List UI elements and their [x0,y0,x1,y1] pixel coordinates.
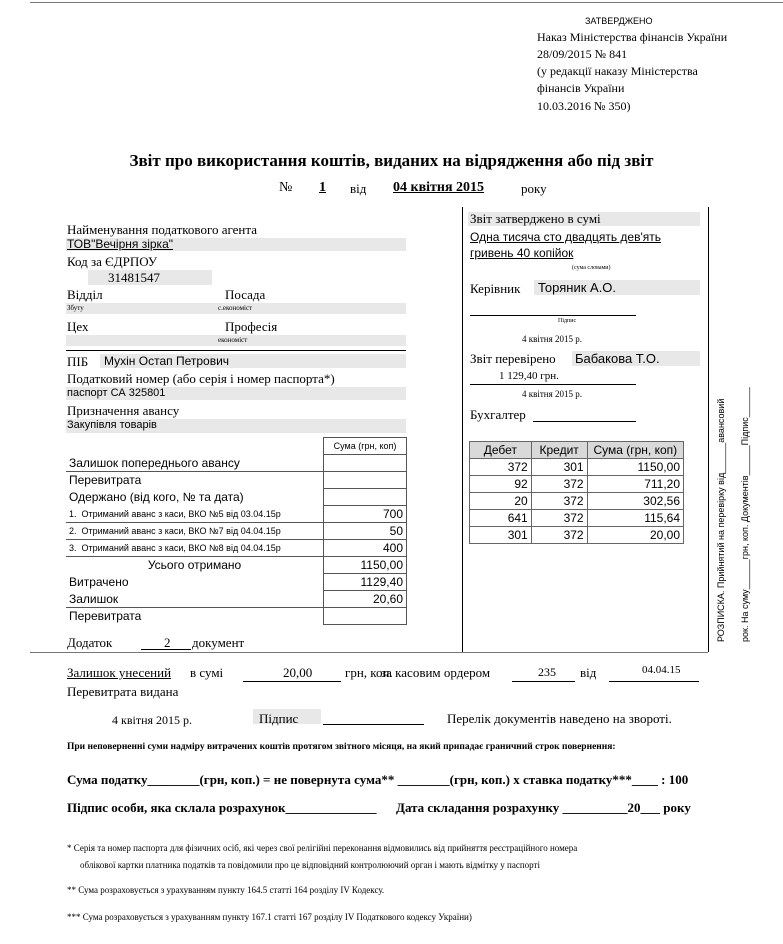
sum-cell[interactable]: 20,00 [587,527,683,544]
tax-signature: Підпис особи, яка склала розрахунок______________ [67,800,377,815]
item-text: Отриманий аванс з каси, ВКО №5 від 03.04.15р [81,508,281,519]
advance-calc-table [66,437,407,625]
received-item-2 [66,523,324,540]
tax-number-label: Податковий номер (або серія і номер паспорта*) [67,371,335,386]
sum-cell[interactable]: 115,64 [587,510,683,527]
report-number: 1 [319,180,326,195]
debit-cell[interactable]: 372 [470,459,532,476]
receipt-part3: Підпис [740,417,750,446]
overspend-label: Перевитрата [69,473,142,488]
approved-words2: гривень 40 копійок [470,246,574,260]
deposit-order-label: за касовим ордером [381,665,491,680]
tax-formula: Сума податку________(грн, коп.) = не повернута сума** ________(грн, коп.) х ставка податку***____ : 100 [67,772,689,787]
sign-line [323,724,424,725]
table-row [470,476,684,493]
receipt-text-2: рок. На суму______грн, коп. Документів______Підпис______ [740,387,750,642]
deposit-date-line [609,681,699,682]
approval-title: ЗАТВЕРДЖЕНО [585,16,653,26]
approval-line4: фінансів України [537,81,625,95]
doc-list-note: Перелік документів наведено на звороті. [447,711,672,726]
checked-label: Звіт перевірено [470,351,556,366]
table-row [470,510,684,527]
shop-label: Цех [67,319,89,334]
received-value[interactable] [324,489,407,506]
right-block-left-border [462,207,463,652]
table-row [470,527,684,544]
prev-balance-label: Залишок попереднього авансу [66,455,324,472]
position-label: Посада [225,287,266,302]
spent-label: Витрачено [69,575,129,589]
head-name: Торяник А.О. [538,280,617,295]
footnote-1b: облікової картки платника податків та повідомили про це відповідний контролюючий орган і мають відмітку у паспорті [80,860,540,870]
accounts-header-credit: Кредит [531,442,587,459]
approval-line5: 10.03.2016 № 350) [537,99,631,113]
sum-cell[interactable]: 302,56 [587,493,683,510]
deposit-sum[interactable]: 20,00 [283,665,313,680]
purpose-label: Призначення авансу [67,403,180,418]
approved-words-caption: (сума словами) [572,265,611,271]
dept-value: Збуту [67,304,84,312]
item-no: 3. [69,543,77,553]
right-block-right-border [708,207,709,652]
overspend-issued-label: Перевитрата видана [67,684,179,699]
item-text: Отриманий аванс з каси, ВКО №7 від 04.04.15р [81,526,281,536]
footnote-3: *** Сума розраховується з урахуванням пункту 167.1 статті 167 розділу IV Податкового кодексу України) [67,912,472,922]
edrpou-value: 31481547 [108,270,160,285]
received-item-3 [66,540,324,557]
credit-cell[interactable]: 372 [531,476,587,493]
total-received-label: Усього отримано [147,558,242,573]
credit-cell[interactable]: 372 [531,493,587,510]
purpose-value: Закупівля товарів [67,419,157,431]
footnote-2: ** Сума розраховується з урахуванням пункту 164.5 статті 164 розділу IV Кодексу. [67,885,385,895]
pib-label: ПІБ [67,354,89,369]
item-no: 2. [69,526,77,536]
accounts-table [469,441,684,544]
attachment-suffix: документ [192,635,245,650]
approved-label: Звіт затверджено в сумі [470,211,601,226]
report-date: 04 квітня 2015 [393,180,485,195]
received-label: Одержано (від кого, № та дата) [69,490,244,504]
credit-cell[interactable]: 372 [531,510,587,527]
profession-label: Професія [225,319,278,334]
approval-line3: (у редакції наказу Міністерства [537,64,698,78]
receipt-text-1: РОЗПИСКА. Прийнятий на перевірку від______авансовий [716,398,726,642]
tax-heading: При неповерненні суми надміру витрачених коштів протягом звітного місяця, на який припадає граничний строк повернення: [67,742,616,752]
checked-sum: 1 129,40 грн. [499,370,559,382]
divider [66,350,406,351]
balance-value[interactable]: 20,60 [324,591,407,608]
section-bottom-rule [30,652,708,653]
sum-cell[interactable]: 711,20 [587,476,683,493]
overspend2-label: Перевитрата [69,609,142,624]
report-from-label: від [350,181,367,196]
deposit-in-sum: в сумі [190,665,224,680]
report-title: Звіт про використання коштів, виданих на відрядження або під звіт [129,151,654,170]
debit-cell[interactable]: 20 [470,493,532,510]
agent-name: ТОВ"Вечірня зірка" [67,237,174,251]
accountant-label: Бухгалтер [470,407,526,422]
pib-value: Мухін Остап Петрович [104,354,230,368]
deposit-order-line [512,681,575,682]
receipt-part1: РОЗПИСКА. Прийнятий на перевірку від [716,472,726,642]
tax-calc-date: Дата складання розрахунку __________20___ року [396,800,691,815]
table-row [470,493,684,510]
table-row [470,459,684,476]
receipt-part5: грн, коп. Документів [740,475,750,560]
received-item-3-sum[interactable]: 400 [324,540,407,557]
debit-cell[interactable]: 92 [470,476,532,493]
received-item-1-sum[interactable]: 700 [324,506,407,523]
attachment-label: Додаток [67,635,113,650]
sum-cell[interactable]: 1150,00 [587,459,683,476]
checked-sum-line [470,384,636,385]
report-no-label: № [279,180,293,195]
head-sign-line [470,315,636,316]
prev-balance-value[interactable] [324,455,407,472]
accounts-header-sum: Сума (грн, коп) [587,442,683,459]
accountant-sign-line [533,421,636,422]
item-no: 1. [69,508,77,519]
accounts-header-debit: Дебет [470,442,532,459]
deposit-label: Залишок унесений [67,665,172,680]
received-item-2-sum[interactable]: 50 [324,523,407,540]
deposit-sum-line [243,681,341,682]
sum-header: Сума (грн, коп) [324,438,407,455]
credit-cell[interactable]: 372 [531,527,587,544]
agent-name-label: Найменування податкового агента [67,222,257,237]
approval-line2: 28/09/2015 № 841 [537,47,628,61]
profession-value: економіст [218,336,248,344]
debit-cell[interactable]: 301 [470,527,532,544]
position-value: с.економіст [218,304,253,312]
checked-name: Бабакова Т.О. [575,351,660,366]
head-label: Керівник [470,281,521,296]
deposit-order-no[interactable]: 235 [538,665,556,679]
top-rule [30,2,783,3]
receipt-part4: рок. На суму [740,589,750,642]
receipt-part2: авансовий [716,398,726,443]
deposit-unit: грн, коп. [345,665,393,680]
total-received-value[interactable]: 1150,00 [324,557,407,574]
deposit-from-label: від [580,665,597,680]
item-text: Отриманий аванс з каси, ВКО №8 від 04.04.15р [81,543,281,553]
sign-label: Підпис [259,711,299,726]
edrpou-label: Код за ЄДРПОУ [67,254,158,269]
deposit-date: 4 квітня 2015 р. [112,713,193,727]
spent-value[interactable]: 1129,40 [324,574,407,591]
report-year-label: року [521,181,547,196]
approval-line1: Наказ Міністерства фінансів України [537,30,728,44]
footnote-1a: * Серія та номер паспорта для фізичних осіб, які через свої релігійні переконання відмовились від прийняття реєстраційного номера [67,843,578,853]
approved-words1: Одна тисяча сто двадцять дев'ять [470,230,661,244]
checked-date: 4 квітня 2015 р. [522,389,583,399]
credit-cell[interactable]: 301 [531,459,587,476]
dept-label: Відділ [67,287,103,302]
attachment-count: 2 [164,635,171,650]
deposit-order-date[interactable]: 04.04.15 [642,664,681,676]
debit-cell[interactable]: 641 [470,510,532,527]
head-date: 4 квітня 2015 р. [522,334,583,344]
balance-label: Залишок [66,591,324,608]
tax-number-value: паспорт СА 325801 [67,387,166,399]
overspend2-value[interactable] [324,608,407,625]
head-sign-caption: Підпис [558,318,577,324]
overspend-value[interactable] [324,472,407,489]
received-item-1 [66,506,324,523]
